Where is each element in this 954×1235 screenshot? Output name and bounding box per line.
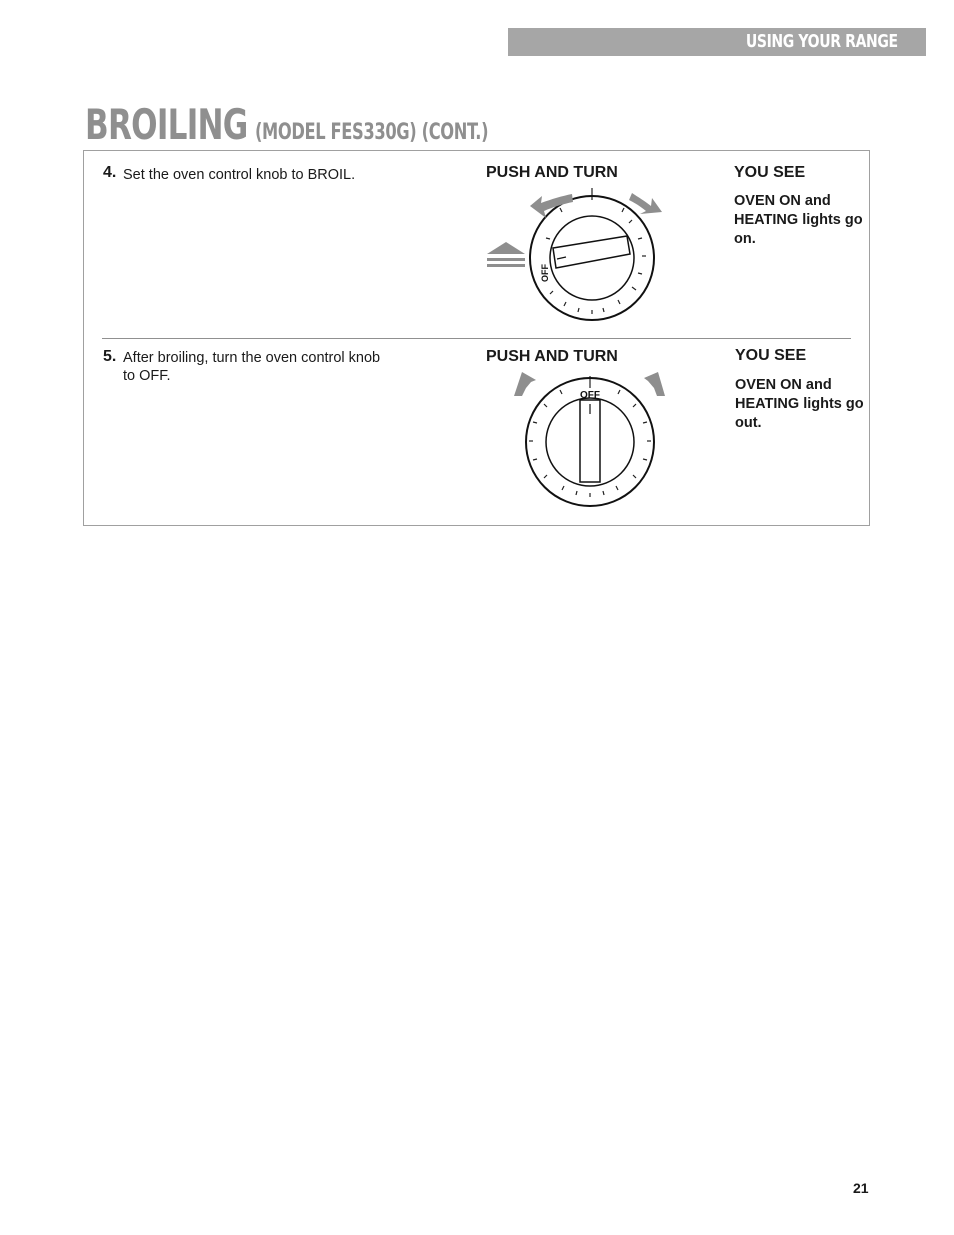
step-5-action-label: PUSH AND TURN: [486, 348, 618, 365]
turn-right-arrow-icon: [629, 193, 662, 214]
step-4-instruction: Set the oven control knob to BROIL.: [123, 167, 356, 183]
step-4-result-label: YOU SEE: [734, 164, 806, 181]
step-4-knob-diagram: [480, 182, 670, 322]
turn-left-arrow-icon: [530, 194, 573, 218]
step-4-action-label: PUSH AND TURN: [486, 164, 618, 181]
step-5-result-text: OVEN ON and HEATING lights go out.: [735, 377, 864, 431]
section-header-tab: [508, 28, 926, 56]
step-5-result-label: YOU SEE: [735, 347, 807, 364]
step-4-result-text: OVEN ON and HEATING lights go on.: [734, 193, 863, 247]
step-5-number: 5.: [103, 348, 117, 365]
push-arrow-icon: [487, 242, 525, 267]
knob-off-mark: OFF: [540, 264, 550, 282]
page-title: [85, 100, 488, 149]
page-number: 21: [853, 1180, 869, 1196]
turn-right-arrow-icon: [644, 372, 665, 396]
turn-left-arrow-icon: [514, 372, 536, 396]
step-5-instruction: After broiling, turn the oven control knob to OFF.: [123, 350, 381, 384]
section-header-label: USING YOUR RANGE: [746, 31, 898, 52]
knob-off-mark: OFF: [580, 390, 600, 401]
step-4-number: 4.: [103, 164, 117, 181]
step-5-knob-diagram: [500, 366, 680, 508]
knob-handle: [553, 236, 630, 268]
page-title-main: BROILING: [85, 100, 248, 149]
page-title-sub: (MODEL FES330G) (CONT.): [254, 120, 489, 145]
step-divider: [102, 338, 851, 339]
